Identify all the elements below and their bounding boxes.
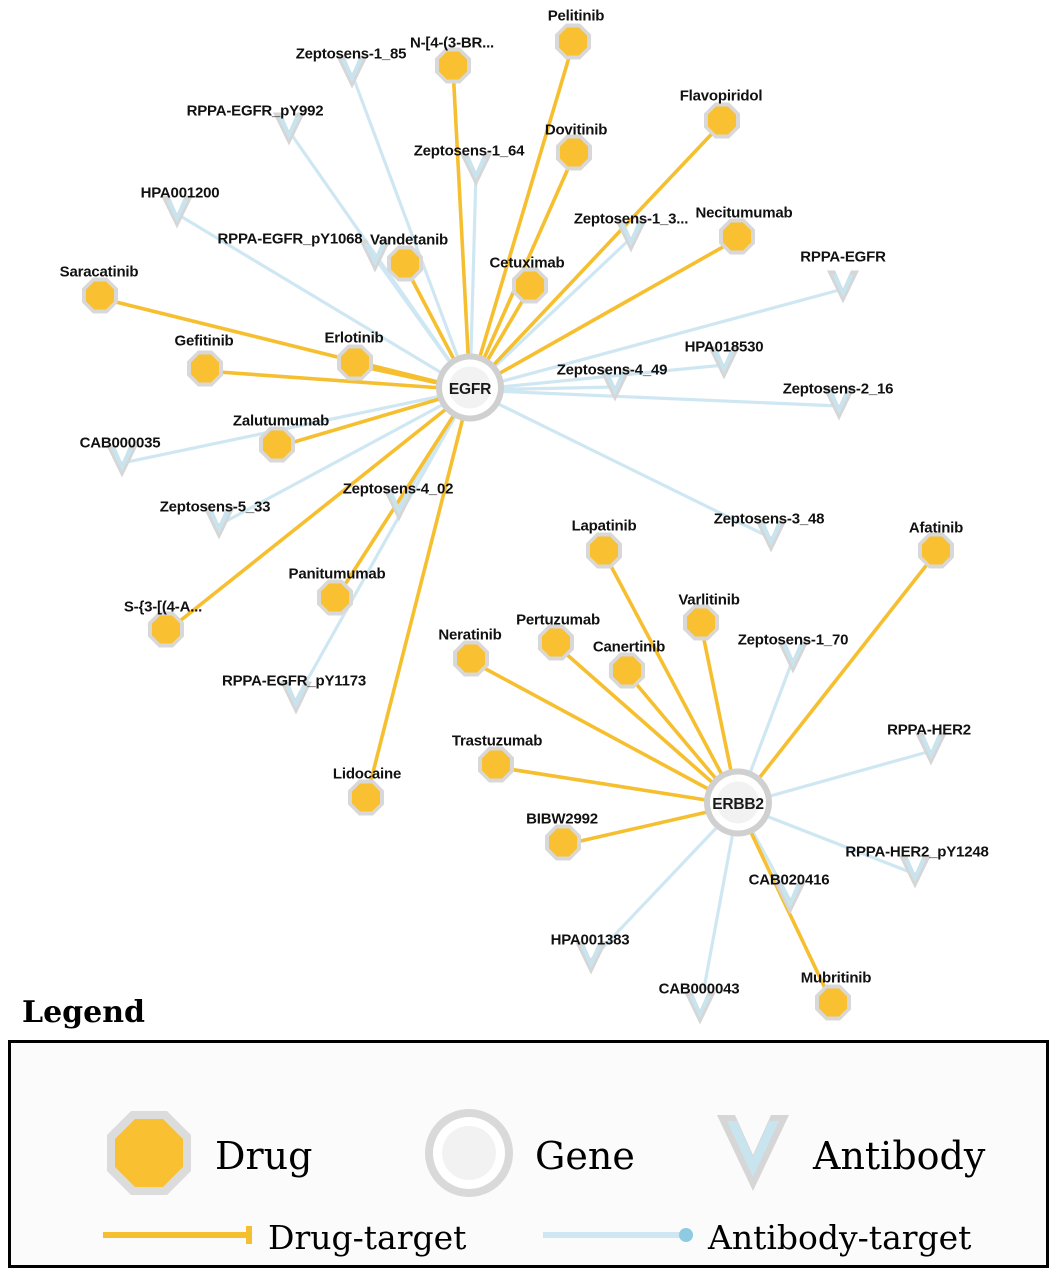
- drug-node[interactable]: [385, 244, 425, 289]
- drug-octagon-icon: [101, 1105, 197, 1206]
- drug-node[interactable]: [702, 101, 742, 146]
- drug-label: Lapatinib: [571, 517, 637, 535]
- drug-node[interactable]: [916, 531, 956, 576]
- drug-label: Flavopiridol: [679, 87, 763, 105]
- antibody-label: Zeptosens-3_48: [713, 510, 825, 528]
- legend-item-antibody: [711, 1105, 985, 1206]
- drug-label: Zalutumumab: [232, 412, 330, 430]
- drug-node[interactable]: [681, 603, 721, 648]
- antibody-chevron-icon: [711, 1105, 795, 1206]
- antibody-label: RPPA-EGFR_pY1068: [217, 230, 363, 248]
- legend-item-gene: [421, 1105, 635, 1206]
- antibody-label: Zeptosens-4_49: [556, 361, 668, 379]
- antibody-label: Zeptosens-5_33: [159, 498, 271, 516]
- antibody-node[interactable]: [824, 266, 862, 313]
- drug-node[interactable]: [510, 266, 550, 311]
- drug-node[interactable]: [185, 349, 225, 394]
- drug-label: Saracatinib: [59, 263, 139, 281]
- antibody-label: RPPA-EGFR: [800, 248, 886, 266]
- drug-node[interactable]: [335, 343, 375, 388]
- drug-node[interactable]: [554, 133, 594, 178]
- drug-target-line-icon: [101, 1223, 256, 1252]
- antibody-label: HPA018530: [684, 338, 764, 356]
- drug-label: Pelitinib: [547, 7, 605, 25]
- drug-label: N-[4-(3-BR...: [409, 34, 495, 52]
- gene-circle-icon: [421, 1105, 517, 1206]
- legend-label-drug: Drug: [215, 1133, 313, 1178]
- drug-label: Vandetanib: [369, 231, 449, 249]
- legend-box: [8, 1040, 1049, 1268]
- antibody-label: RPPA-HER2_pY1248: [845, 843, 989, 861]
- drug-label: Canertinib: [592, 638, 666, 656]
- drug-node[interactable]: [553, 22, 593, 67]
- drug-label: Neratinib: [438, 626, 502, 644]
- drug-node[interactable]: [476, 745, 516, 790]
- antibody-label: CAB020416: [748, 871, 830, 889]
- antibody-label: HPA001383: [550, 931, 630, 949]
- drug-node[interactable]: [346, 778, 386, 823]
- gene-label: EGFR: [448, 381, 492, 398]
- drug-node[interactable]: [451, 639, 491, 684]
- legend-label-drug-target: Drug-target: [268, 1218, 467, 1257]
- drug-label: Afatinib: [908, 519, 964, 537]
- drug-node[interactable]: [543, 823, 583, 868]
- antibody-label: Zeptosens-1_3...: [573, 210, 689, 228]
- drug-label: Mubritinib: [800, 969, 872, 987]
- legend-label-antibody-target: Antibody-target: [708, 1218, 972, 1257]
- drug-label: Necitumumab: [695, 204, 793, 222]
- drug-label: BIBW2992: [526, 810, 598, 828]
- drug-label: Panitumumab: [288, 565, 386, 583]
- drug-label: Erlotinib: [324, 329, 384, 347]
- gene-label: ERBB2: [712, 796, 764, 813]
- antibody-label: RPPA-HER2: [887, 721, 971, 739]
- legend-label-gene: Gene: [535, 1133, 635, 1178]
- antibody-label: HPA001200: [140, 184, 220, 202]
- drug-label: Pertuzumab: [516, 611, 600, 629]
- edge-drug-target: [453, 68, 470, 390]
- antibody-label: CAB000043: [658, 980, 740, 998]
- drug-node[interactable]: [717, 217, 757, 262]
- legend-edge-drug-target: [101, 1218, 466, 1257]
- drug-node[interactable]: [257, 425, 297, 470]
- drug-node[interactable]: [584, 531, 624, 576]
- antibody-target-line-icon: [541, 1223, 696, 1252]
- drug-node[interactable]: [80, 276, 120, 321]
- drug-label: Cetuximab: [489, 254, 565, 272]
- drug-label: Varlitinib: [678, 591, 740, 609]
- legend-label-antibody: Antibody: [813, 1133, 986, 1178]
- antibody-label: Zeptosens-1_64: [413, 142, 525, 160]
- drug-node[interactable]: [433, 46, 473, 91]
- drug-node[interactable]: [146, 610, 186, 655]
- antibody-label: Zeptosens-4_02: [342, 480, 454, 498]
- antibody-label: RPPA-EGFR_pY1173: [221, 672, 367, 690]
- drug-node[interactable]: [315, 578, 355, 623]
- antibody-label: Zeptosens-2_16: [782, 380, 894, 398]
- antibody-label: Zeptosens-1_85: [295, 45, 407, 63]
- drug-label: Dovitinib: [544, 121, 608, 139]
- drug-label: S-{3-[(4-A...: [123, 598, 203, 616]
- drug-node[interactable]: [813, 983, 853, 1028]
- drug-node[interactable]: [536, 623, 576, 668]
- drug-label: Lidocaine: [332, 765, 402, 783]
- legend-title: Legend: [22, 995, 146, 1030]
- legend-item-drug: [101, 1105, 312, 1206]
- drug-label: Trastuzumab: [451, 732, 543, 750]
- edge-drug-target: [470, 44, 573, 390]
- drug-label: Gefitinib: [174, 332, 234, 350]
- drug-node[interactable]: [607, 651, 647, 696]
- antibody-label: CAB000035: [79, 434, 161, 452]
- antibody-label: Zeptosens-1_70: [737, 631, 849, 649]
- legend-edge-antibody-target: [541, 1218, 971, 1257]
- antibody-label: RPPA-EGFR_pY992: [186, 102, 324, 120]
